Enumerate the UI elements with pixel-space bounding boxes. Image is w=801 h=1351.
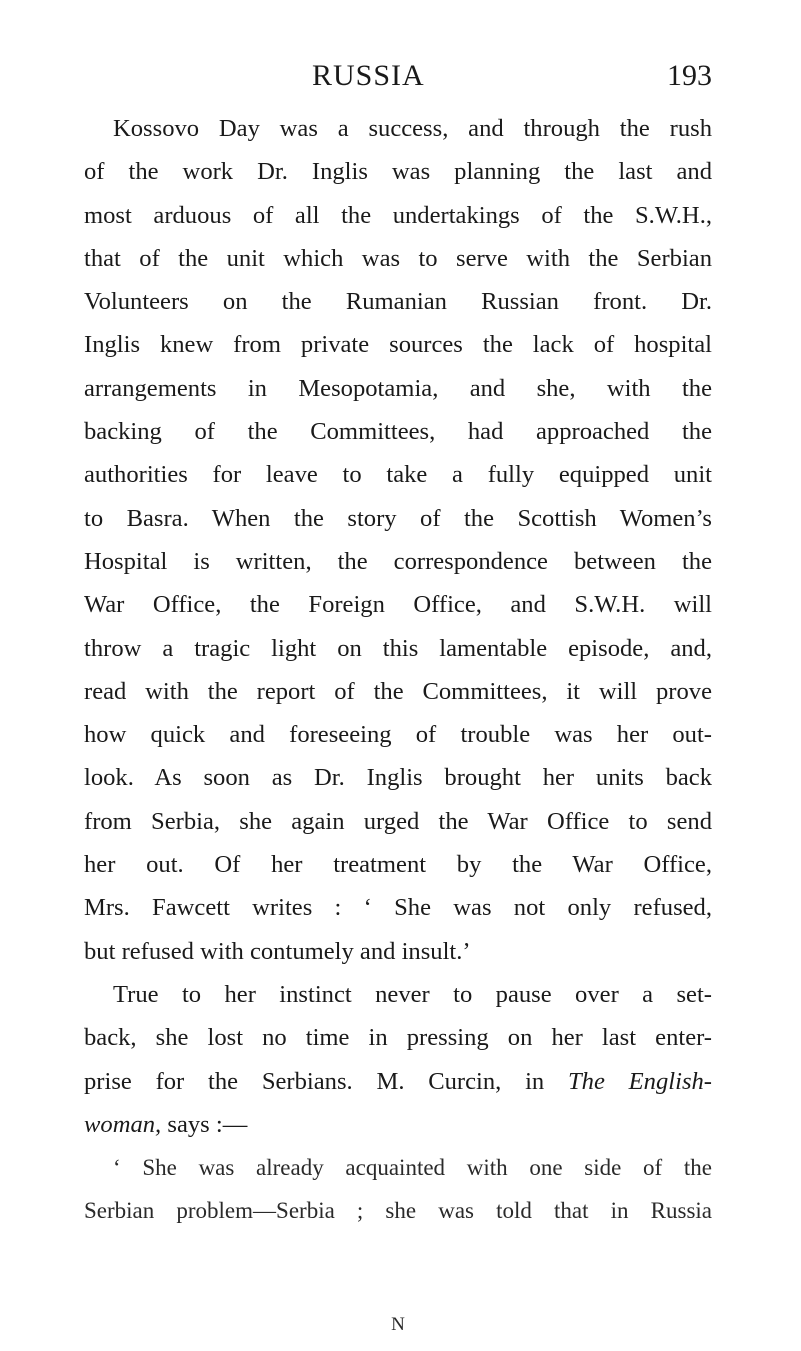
signature-mark: N: [391, 1314, 405, 1335]
text-line: of the work Dr. Inglis was planning the last and: [84, 158, 712, 186]
text-line: throw a tragic light on this lamentable episode, and,: [84, 634, 712, 662]
text-line: arrangements in Mesopotamia, and she, with the: [84, 374, 712, 402]
quote-line: Serbian problem—Serbia ; she was told that in Russia: [84, 1198, 712, 1224]
text-line: Kossovo Day was a success, and through the rush: [113, 115, 712, 142]
italic-title: woman,: [84, 1110, 162, 1138]
body-text: [84, 107, 712, 1233]
text-line: [84, 1060, 712, 1103]
text-line: to Basra. When the story of the Scottish Women’s: [84, 504, 712, 532]
text-line: Volunteers on the Rumanian Russian front. Dr.: [84, 288, 712, 316]
text-line: backing of the Committees, had approached the: [84, 418, 712, 446]
text-line: how quick and foreseeing of trouble was her out-: [84, 721, 712, 749]
italic-title: The English-: [568, 1067, 712, 1095]
text-line: from Serbia, she again urged the War Office to send: [84, 807, 712, 835]
text-line: [84, 1103, 712, 1146]
text-line: her out. Of her treatment by the War Office,: [84, 851, 712, 879]
text-line: most arduous of all the undertakings of the S.W.H.,: [84, 201, 712, 229]
text-line: but refused with contumely and insult.’: [84, 937, 471, 965]
text-line: read with the report of the Committees, it will prove: [84, 677, 712, 705]
running-head: [312, 56, 712, 96]
quote-line: ‘ She was already acquainted with one side of the: [113, 1155, 712, 1181]
page-number: 193: [667, 59, 712, 92]
text-line: Inglis knew from private sources the lack of hospital: [84, 331, 712, 359]
text-line: Hospital is written, the correspondence between the: [84, 547, 712, 575]
text-line: Mrs. Fawcett writes : ‘ She was not only refused,: [84, 894, 712, 922]
running-head-title: RUSSIA: [312, 59, 425, 92]
text-line: look. As soon as Dr. Inglis brought her units back: [84, 764, 712, 792]
text-line: War Office, the Foreign Office, and S.W.H. will: [84, 591, 712, 619]
text-segment: prise for the Serbians. M. Curcin, in: [84, 1067, 545, 1095]
text-line: that of the unit which was to serve with the Serbian: [84, 244, 712, 272]
text-segment: says :—: [167, 1110, 248, 1138]
text-line: back, she lost no time in pressing on her last enter-: [84, 1024, 712, 1052]
text-line: authorities for leave to take a fully equipped unit: [84, 461, 712, 489]
text-line: True to her instinct never to pause over a set-: [113, 980, 712, 1008]
